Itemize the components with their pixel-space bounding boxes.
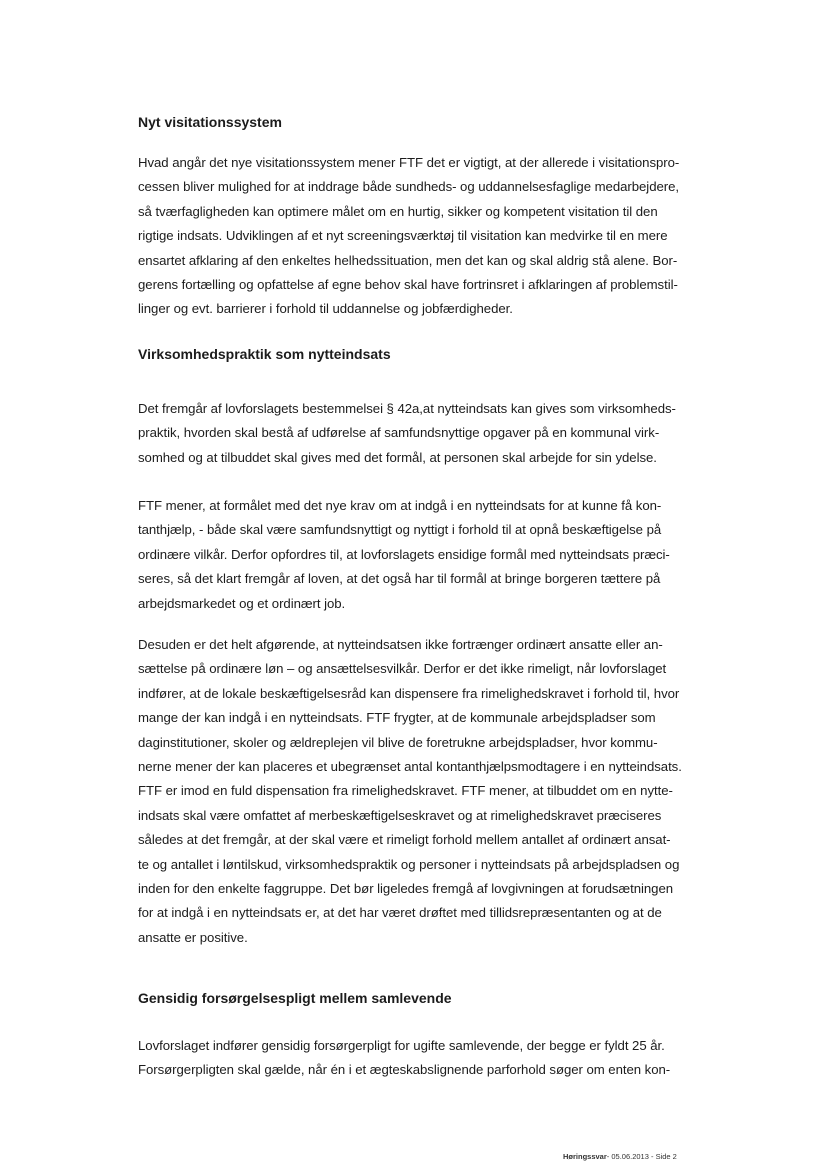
footer-doc-label: Høringssvar (563, 1152, 607, 1161)
text-line: indfører, at de lokale beskæftigelsesråd kan dispensere fra rimelighedskravet i forhold til, hvor (138, 685, 680, 701)
text-line: ordinære vilkår. Derfor opfordres til, at lovforslagets ensidige formål med nytteindsats præci- (138, 546, 670, 562)
text-line: seres, så det klart fremgår af loven, at det også har til formål at bringe borgeren tættere på (138, 571, 661, 587)
text-line: nerne mener der kan placeres et ubegrænset antal kontanthjælpsmodtagere i en nytteindsats. (138, 758, 682, 774)
text-line: daginstitutioner, skoler og ældreplejen vil blive de foretrukne arbejdspladser, hvor kommu- (138, 734, 658, 750)
text-line: Desuden er det helt afgørende, at nytteindsatsen ikke fortrænger ordinært ansatte eller an- (138, 637, 663, 652)
text-line: for at indgå i en nytteindsats er, at det har været drøftet med tillidsrepræsentanten og at de (138, 905, 662, 921)
text-line: FTF er imod en fuld dispensation fra rimelighedskravet. FTF mener, at tilbuddet om en nytte- (138, 783, 673, 799)
footer-date-page: - 05.06.2013 - Side 2 (606, 1152, 677, 1161)
text-line: mange der kan indgå i en nytteindsats. FTF frygter, at de kommunale arbejdspladser som (138, 710, 656, 726)
text-line: ansatte er positive. (138, 929, 248, 945)
paragraph (138, 633, 682, 950)
text-line: linger og evt. barrierer i forhold til uddannelse og jobfærdigheder. (138, 301, 513, 317)
text-line: så tværfagligheden kan optimere målet om en hurtig, sikker og kompetent visitation til den (138, 203, 658, 219)
text-line: indsats skal være omfattet af merbeskæftigelseskravet og at rimelighedskravet præciseres (138, 807, 662, 823)
text-line: arbejdsmarkedet og et ordinært job. (138, 595, 346, 611)
paragraph (138, 151, 679, 322)
paragraph (138, 1034, 670, 1083)
text-line: sættelse på ordinære løn – og ansættelsesvilkår. Derfor er det ikke rimeligt, når lovforslaget (138, 661, 667, 677)
section-heading-virksomhedspraktik: Virksomhedspraktik som nytteindsats (138, 346, 391, 362)
text-line: Hvad angår det nye visitationssystem mener FTF det er vigtigt, at der allerede i visitationspro- (138, 155, 680, 170)
text-line: te og antallet i løntilskud, virksomhedspraktik og personer i nytteindsats på arbejdspladsen og (138, 856, 680, 872)
text-line: ensartet afklaring af den enkeltes helhedssituation, men det kan og skal aldrig stå alene. Bor- (138, 252, 678, 268)
text-line: således at det fremgår, at der skal være et rimeligt forhold mellem antallet af ordinært ansat- (138, 832, 671, 848)
text-line: somhed og at tilbuddet skal gives med det formål, at personen skal arbejde for sin ydelse. (138, 449, 657, 465)
text-line: Det fremgår af lovforslagets bestemmelsei § 42a,at nytteindsats kan gives som virksomheds- (138, 401, 676, 416)
text-line: Forsørgerpligten skal gælde, når én i et ægteskabslignende parforhold søger om enten kon- (138, 1062, 671, 1078)
section-heading-forsorgelsespligt: Gensidig forsørgelsespligt mellem samlevende (138, 990, 452, 1006)
section-heading-visitation: Nyt visitationssystem (138, 114, 282, 130)
text-line: praktik, hvorden skal bestå af udførelse af samfundsnyttige opgaver på en kommunal virk- (138, 425, 660, 441)
text-line: gerens fortælling og opfattelse af egne behov skal have fortrinsret i afklaringen af problemstil- (138, 276, 678, 292)
text-line: cessen bliver mulighed for at inddrage både sundheds- og uddannelsesfaglige medarbejdere, (138, 179, 679, 195)
text-line: rigtige indsats. Udviklingen af et nyt screeningsværktøj til visitation kan medvirke til en mere (138, 228, 668, 244)
text-line: FTF mener, at formålet med det nye krav om at indgå i en nytteindsats for at kunne få kon- (138, 498, 662, 513)
text-line: tanthjælp, - både skal være samfundsnyttigt og nyttigt i forhold til at opnå beskæftigelse på (138, 522, 662, 538)
paragraph (138, 494, 670, 616)
text-line: Lovforslaget indfører gensidig forsørgerpligt for ugifte samlevende, der begge er fyldt 25 år. (138, 1038, 665, 1053)
text-line: inden for den enkelte faggruppe. Det bør ligeledes fremgå af lovgivningen at forudsætningen (138, 880, 674, 896)
paragraph (138, 397, 676, 470)
page-footer (563, 1152, 677, 1161)
